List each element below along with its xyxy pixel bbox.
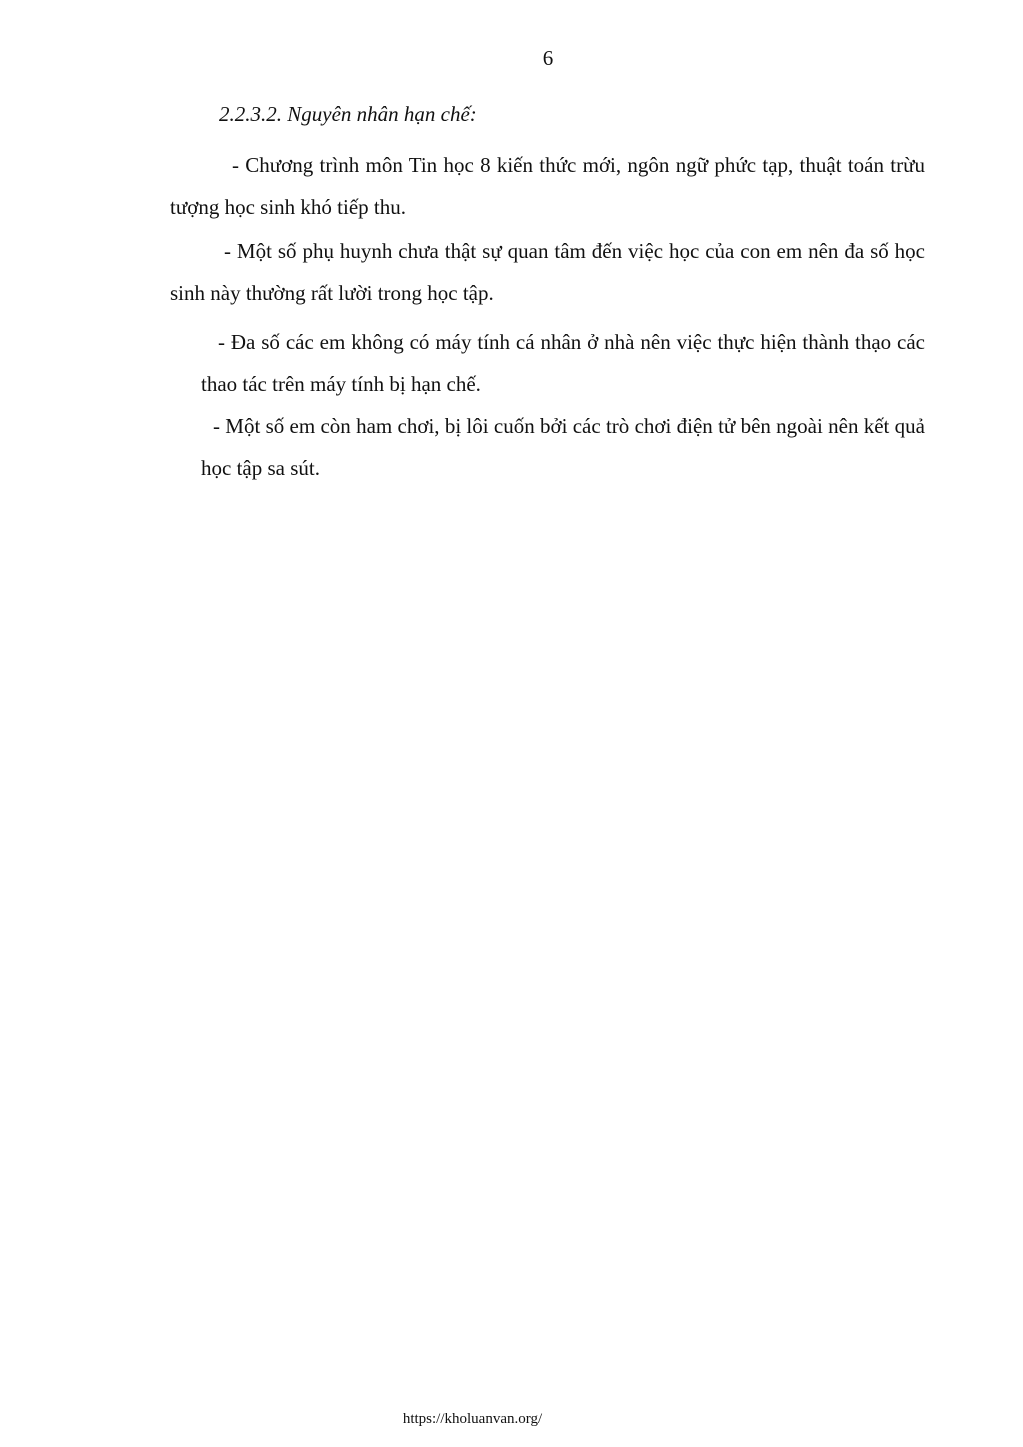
section-heading: 2.2.3.2. Nguyên nhân hạn chế: bbox=[219, 102, 477, 126]
paragraph-2: - Một số phụ huynh chưa thật sự quan tâm đến việc học của con em nên đa số học sinh này thường rất lười trong học tập. bbox=[170, 239, 925, 305]
page-number: 6 bbox=[542, 46, 554, 70]
paragraph-3: - Đa số các em không có máy tính cá nhân ở nhà nên việc thực hiện thành thạo các thao tác trên máy tính bị hạn chế. bbox=[201, 330, 925, 396]
paragraph-1: - Chương trình môn Tin học 8 kiến thức mới, ngôn ngữ phức tạp, thuật toán trừu tượng học sinh khó tiếp thu. bbox=[170, 153, 925, 219]
footer-url[interactable]: https://kholuanvan.org/ bbox=[402, 1411, 543, 1427]
paragraph-4: - Một số em còn ham chơi, bị lôi cuốn bởi các trò chơi điện tử bên ngoài nên kết quả học tập sa sút. bbox=[201, 414, 925, 480]
